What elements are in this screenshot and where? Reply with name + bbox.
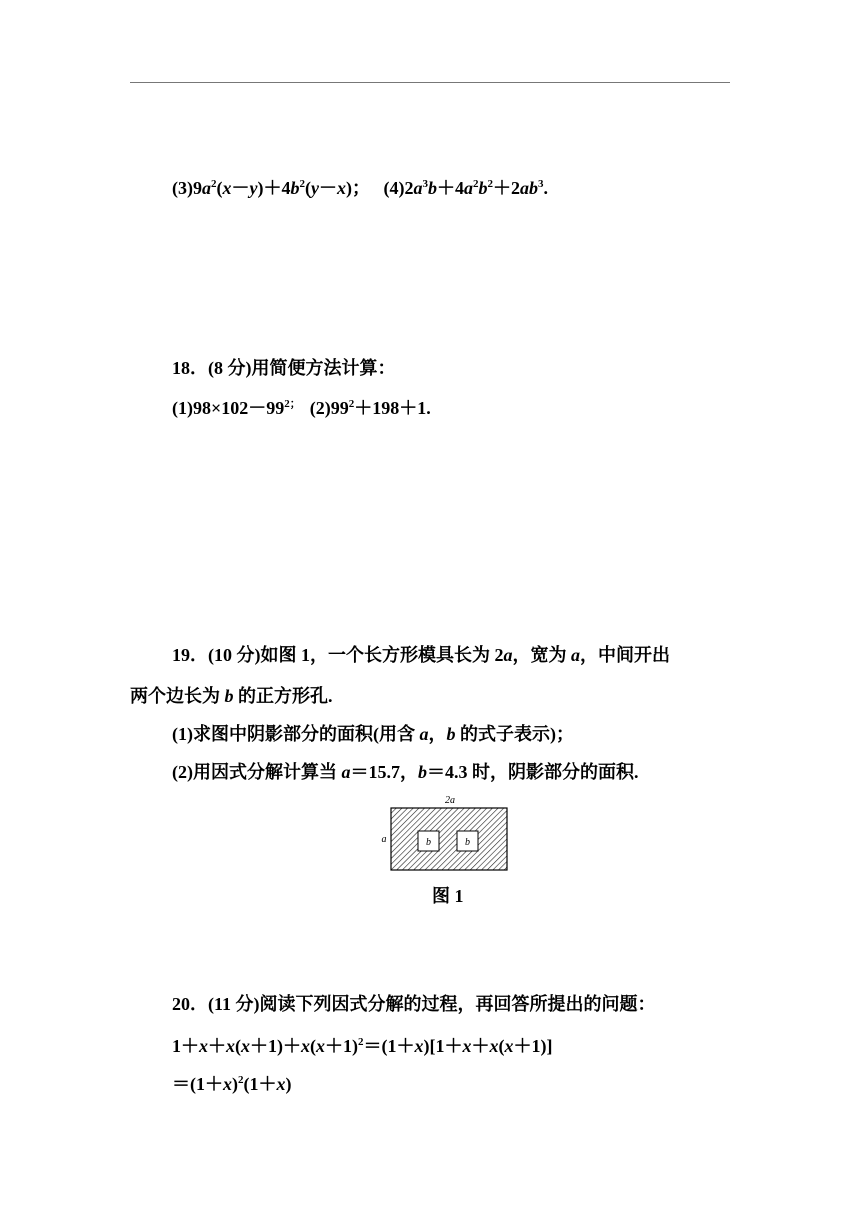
eq-variable: x [316,1036,325,1056]
eq-text: ) [232,1074,238,1094]
fig-top-label: 2a [445,795,455,806]
eq-variable: x [414,1036,424,1056]
q17-p3-text: 9 [193,178,202,198]
q18-p2-exp: 2 [348,398,355,410]
q17-p4-text: 2 [404,178,414,198]
q19-text: ，宽为 [512,645,571,665]
eq-text: ＋1)] [513,1036,553,1056]
q19-text: 的式子表示)； [455,724,574,744]
eq-variable: x [199,1036,208,1056]
eq-text: )[1＋ [423,1036,463,1056]
eq-variable: x [504,1036,514,1056]
q17-p4-text: . [543,178,548,198]
q18-parts [172,396,431,420]
eq-text: (1＋ [243,1074,277,1094]
q17-p4-var: b [478,178,488,198]
eq-text: ＋1)＋ [250,1036,301,1056]
eq-text: ( [498,1036,505,1056]
q17-parts-3-4 [172,176,548,200]
q19-text: 的正方形孔. [233,686,333,706]
q17-p3-text: )； [346,178,370,198]
q19-text: 两个边长为 [130,686,225,706]
q20-heading: 20．(11 分)阅读下列因式分解的过程，再回答所提出的问题： [172,994,656,1014]
eq-variable: x [223,1074,232,1094]
q18-heading: 18．(8 分)用简便方法计算： [172,358,396,378]
q17-p3-text: ( [216,178,223,198]
q19-heading [172,643,670,667]
eq-variable: x [301,1036,310,1056]
eq-variable: x [489,1036,499,1056]
q20-equation-1 [172,1034,553,1058]
eq-text: ＝(1＋ [363,1036,415,1056]
q19-var: b [418,762,427,782]
eq-exponent: 2 [238,1074,244,1086]
q17-p3-label: (3) [172,178,193,198]
q17-p4-var: ab [520,178,538,198]
eq-text: ＋1) [325,1036,358,1056]
fig-hole-1-label: b [426,837,431,848]
q19-text: ， [428,724,447,744]
q17-p3-var: y [311,178,319,198]
q19-var: b [446,724,456,744]
eq-text: ＋ [208,1036,226,1056]
eq-text: ( [310,1036,316,1056]
q19-text: ，中间开出 [580,645,670,665]
fig-side-label: a [381,834,387,845]
q17-p4-text: ＋4 [437,178,464,198]
figure-caption: 图 1 [432,886,464,906]
q17-p4-var: b [428,178,437,198]
q19-sub1 [172,722,574,746]
q17-p4-var: a [464,178,473,198]
eq-variable: x [462,1036,472,1056]
figure-1-rectangle-mold [378,792,518,876]
q17-p4-text: ＋2 [493,178,520,198]
q18-p1: (1)98×102－99 [172,398,285,418]
eq-text: ( [235,1036,241,1056]
q19-text: (2)用因式分解计算当 [172,762,342,782]
q17-p3-var: a [202,178,211,198]
q17-p3-exp: 2 [299,178,305,190]
q19-text: ＝15.7， [350,762,418,782]
eq-variable: x [241,1036,250,1056]
q19-var: a [503,645,513,665]
q20-equation-2 [172,1072,292,1096]
eq-text: ) [285,1074,292,1094]
q19-text: 19．(10 分)如图 1，一个长方形模具长为 2 [172,645,504,665]
q17-p3-text: )＋4 [257,178,291,198]
fig-shaded-rect [391,808,507,870]
q17-p4-exp: 3 [422,178,428,190]
header-rule [130,82,730,83]
q17-p4-exp: 3 [538,178,544,190]
q17-p4-exp: 2 [487,178,493,190]
q19-line2 [130,684,333,708]
q17-p4-exp: 2 [473,178,479,190]
q19-text: (1)求图中阴影部分的面积(用含 [172,724,420,744]
q17-p4-label: (4) [383,178,405,198]
q17-p3-var: b [290,178,300,198]
q19-var: b [224,686,234,706]
q19-var: a [571,645,580,665]
q19-sub2 [172,760,639,784]
q18-p2-tail: ＋198＋1. [354,398,431,418]
q17-p4-var: a [413,178,423,198]
q17-p3-var: y [249,178,258,198]
eq-variable: x [276,1074,286,1094]
q17-p3-text: － [231,178,250,198]
q19-var: a [419,724,429,744]
q19-var: a [341,762,351,782]
q17-p3-text: － [319,178,337,198]
q18-p1-exp: 2； [284,398,301,410]
eq-text: ＋ [471,1036,490,1056]
q19-text: ＝4.3 时，阴影部分的面积. [427,762,639,782]
q18-p2: (2)99 [309,398,349,418]
q17-p3-var: x [222,178,232,198]
eq-variable: x [226,1036,235,1056]
eq-exponent: 2 [358,1036,364,1048]
q17-p3-text: ( [305,178,311,198]
eq-text: ＝(1＋ [172,1074,223,1094]
fig-hole-2-label: b [465,837,470,848]
eq-text: 1＋ [172,1036,199,1056]
q17-p3-exp: 2 [211,178,217,190]
q17-p3-var: x [337,178,346,198]
